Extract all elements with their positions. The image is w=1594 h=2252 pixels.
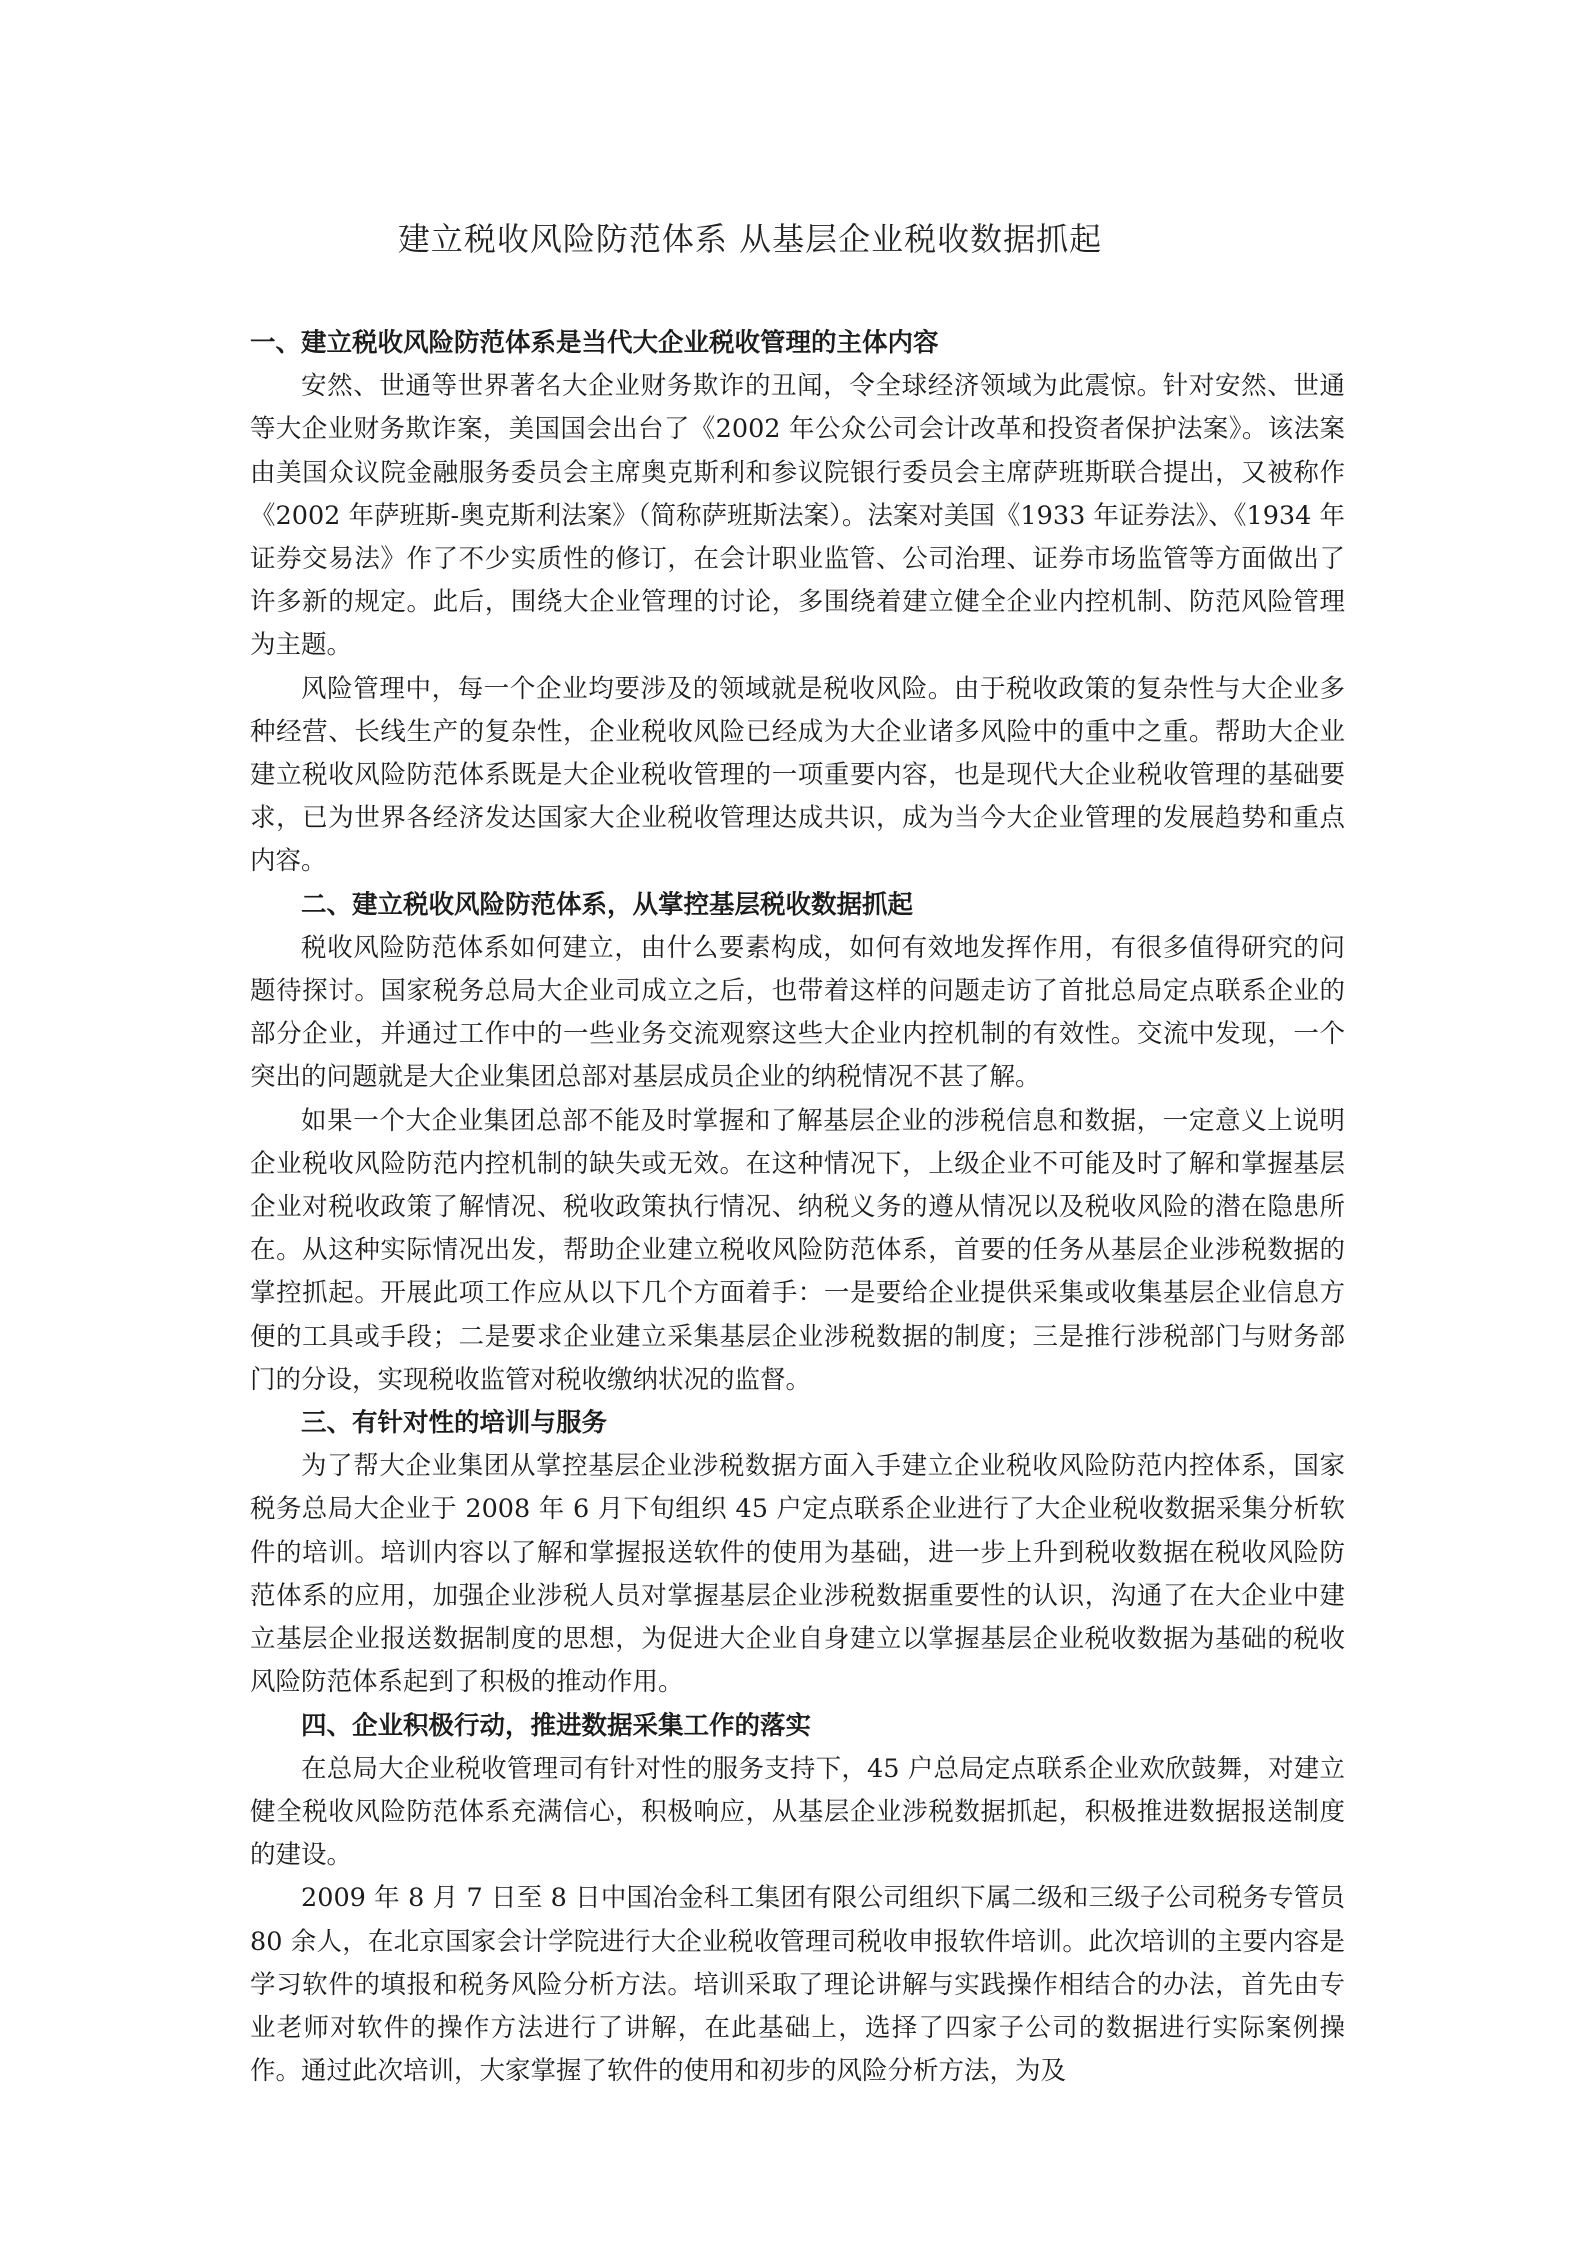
section-heading-4: 四、企业积极行动，推进数据采集工作的落实 xyxy=(301,1710,812,1741)
document-body xyxy=(250,322,1345,2093)
section-2-paragraph-1: 税收风险防范体系如何建立，由什么要素构成，如何有效地发挥作用，有很多值得研究的问题待探讨。国家税务总局大企业司成立之后，也带着这样的问题走访了首批总局定点联系企业的部分企业，并通过工作中的一些业务交流观察这些大企业内控机制的有效性。交流中发现，一个突出的问题就是大企业集团总部对基层成员企业的纳税情况不甚了解。 xyxy=(250,932,1345,1093)
section-2-paragraph-2: 如果一个大企业集团总部不能及时掌握和了解基层企业的涉税信息和数据，一定意义上说明企业税收风险防范内控机制的缺失或无效。在这种情况下，上级企业不可能及时了解和掌握基层企业对税收政策了解情况、税收政策执行情况、纳税义务的遵从情况以及税收风险的潜在隐患所在。从这种实际情况出发，帮助企业建立税收风险防范体系，首要的任务从基层企业涉税数据的掌控抓起。开展此项工作应从以下几个方面着手：一是要给企业提供采集或收集基层企业信息方便的工具或手段；二是要求企业建立采集基层企业涉税数据的制度；三是推行涉税部门与财务部门的分设，实现税收监管对税收缴纳状况的监督。 xyxy=(250,1105,1345,1395)
section-4-paragraph-2: 2009 年 8 月 7 日至 8 日中国冶金科工集团有限公司组织下属二级和三级子公司税务专管员 80 余人，在北京国家会计学院进行大企业税收管理司税收申报软件培训。此次培训的主要内容是学习软件的填报和税务风险分析方法。培训采取了理论讲解与实践操作相结合的办法，首先由专业老师对软件的操作方法进行了讲解，在此基础上，选择了四家子公司的数据进行实际案例操作。通过此次培训，大家掌握了软件的使用和初步的风险分析方法，为及 xyxy=(250,1883,1345,2087)
section-1-paragraph-1: 安然、世通等世界著名大企业财务欺诈的丑闻，令全球经济领域为此震惊。针对安然、世通等大企业财务欺诈案，美国国会出台了《2002 年公众公司会计改革和投资者保护法案》。该法案由美国众议院金融服务委员会主席奥克斯利和参议院银行委员会主席萨班斯联合提出，又被称作《2002 年萨班斯-奥克斯利法案》（简称萨班斯法案）。法案对美国《1933 年证券法》、《1934 年证券交易法》作了不少实质性的修订，在会计职业监管、公司治理、证券市场监管等方面做出了许多新的规定。此后，围绕大企业管理的讨论，多围绕着建立健全企业内控机制、防范风险管理为主题。 xyxy=(250,371,1345,661)
section-heading-2: 二、建立税收风险防范体系，从掌控基层税收数据抓起 xyxy=(301,889,914,920)
section-heading-3: 三、有针对性的培训与服务 xyxy=(301,1408,608,1439)
section-heading-1: 一、建立税收风险防范体系是当代大企业税收管理的主体内容 xyxy=(250,328,939,358)
document-title: 建立税收风险防范体系 从基层企业税收数据抓起 xyxy=(397,220,1103,258)
section-1-paragraph-2: 风险管理中，每一个企业均要涉及的领域就是税收风险。由于税收政策的复杂性与大企业多种经营、长线生产的复杂性，企业税收风险已经成为大企业诸多风险中的重中之重。帮助大企业建立税收风险防范体系既是大企业税收管理的一项重要内容，也是现代大企业税收管理的基础要求，已为世界各经济发达国家大企业税收管理达成共识，成为当今大企业管理的发展趋势和重点内容。 xyxy=(250,673,1345,877)
section-4-paragraph-1: 在总局大企业税收管理司有针对性的服务支持下，45 户总局定点联系企业欢欣鼓舞，对建立健全税收风险防范体系充满信心，积极响应，从基层企业涉税数据抓起，积极推进数据报送制度的建设。 xyxy=(250,1753,1345,1871)
section-3-paragraph-1: 为了帮大企业集团从掌控基层企业涉税数据方面入手建立企业税收风险防范内控体系，国家税务总局大企业于 2008 年 6 月下旬组织 45 户定点联系企业进行了大企业税收数据采集分析软件的培训。培训内容以了解和掌握报送软件的使用为基础，进一步上升到税收数据在税收风险防范体系的应用，加强企业涉税人员对掌握基层企业涉税数据重要性的认识，沟通了在大企业中建立基层企业报送数据制度的思想，为促进大企业自身建立以掌握基层企业税收数据为基础的税收风险防范体系起到了积极的推动作用。 xyxy=(250,1451,1345,1698)
